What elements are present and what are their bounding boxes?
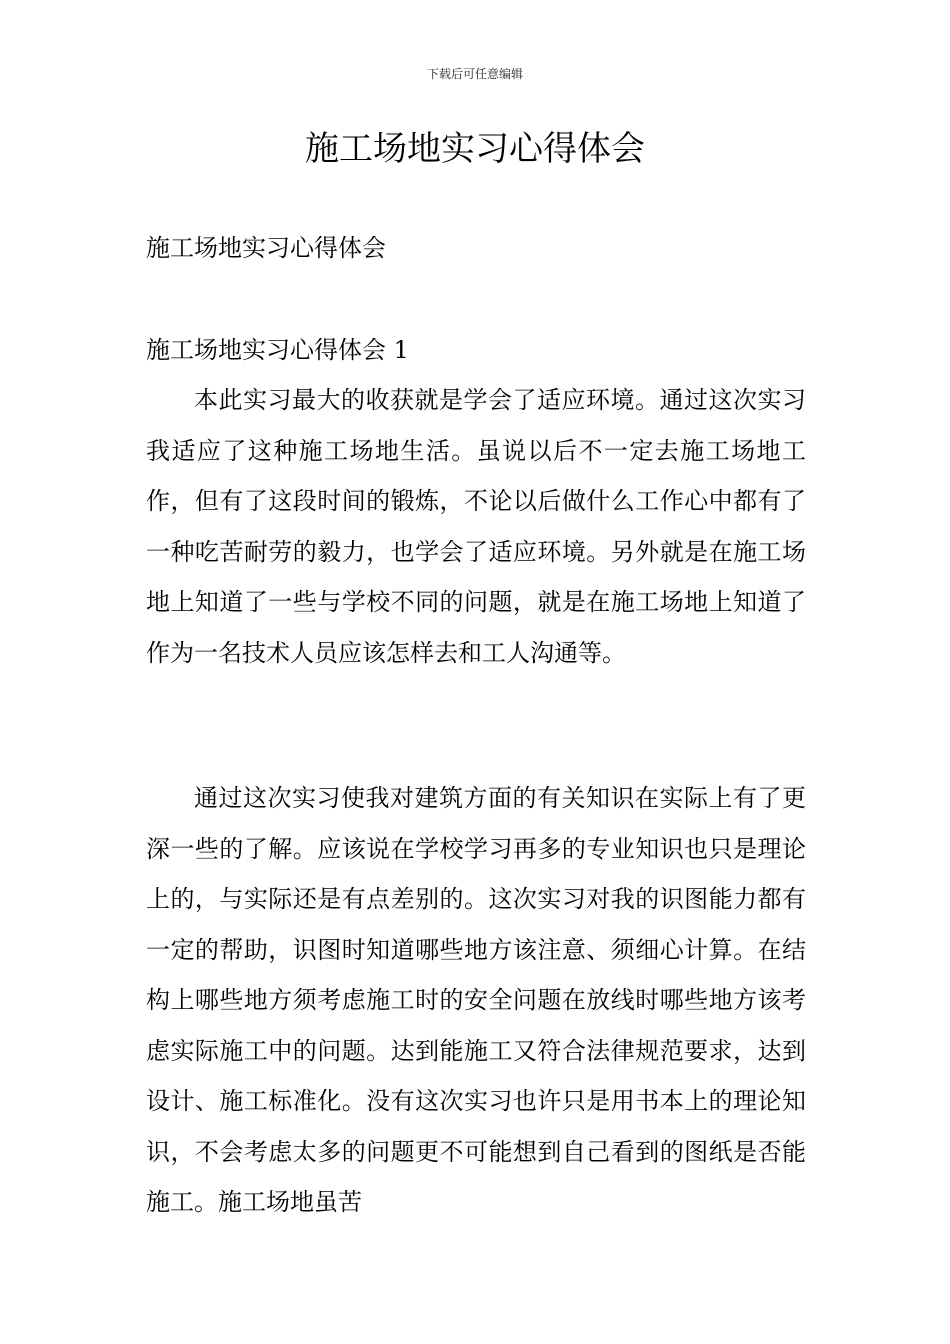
document-title: 施工场地实习心得体会	[305, 129, 645, 169]
body-paragraph-2: 通过这次实习使我对建筑方面的有关知识在实际上有了更深一些的了解。应该说在学校学习再多的专业知识也只是理论上的，与实际还是有点差别的。这次实习对我的识图能力都有一定的帮助，识图时知道哪些地方该注意、须细心计算。在结构上哪些地方须考虑施工时的安全问题在放线时哪些地方该考虑实际施工中的问题。达到能施工又符合法律规范要求，达到设计、施工标准化。没有这次实习也许只是用书本上的理论知识，不会考虑太多的问题更不可能想到自己看到的图纸是否能施工。施工场地虽苦	[146, 784, 806, 1216]
body-paragraph-1: 本此实习最大的收获就是学会了适应环境。通过这次实习我适应了这种施工场地生活。虽说以后不一定去施工场地工作，但有了这段时间的锻炼，不论以后做什么工作心中都有了一种吃苦耐劳的毅力，也学会了适应环境。另外就是在施工场地上知道了一些与学校不同的问题，就是在施工场地上知道了作为一名技术人员应该怎样去和工人沟通等。	[146, 386, 806, 667]
section-heading: 施工场地实习心得体会 1	[146, 336, 409, 364]
document-subtitle: 施工场地实习心得体会	[146, 234, 386, 262]
header-note: 下载后可任意编辑	[426, 67, 523, 81]
